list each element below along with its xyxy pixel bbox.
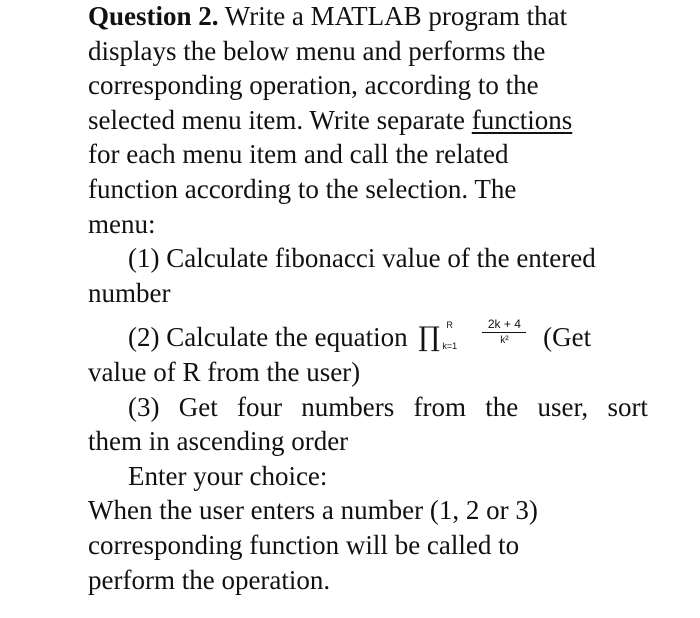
fraction-numerator: 2k + 4: [487, 317, 521, 332]
menu-item-1-continued: number: [88, 277, 171, 308]
functions-underlined-term: functions: [471, 104, 573, 135]
question-line-5: for each menu item and call the related: [88, 139, 509, 170]
menu-item-2-suffix: (Get: [536, 322, 592, 353]
menu-item-2: [88, 317, 648, 355]
question-line-4: [88, 103, 648, 138]
question-label: Question 2.: [88, 1, 219, 31]
item3-word: the: [485, 391, 519, 422]
menu-item-3: [88, 390, 648, 425]
product-equation: [414, 317, 536, 354]
question-line-4-text: selected menu item. Write separate: [88, 104, 472, 135]
item3-word: sort: [607, 391, 648, 422]
equation-fraction: [478, 318, 530, 347]
item3-word: Get: [178, 391, 218, 422]
choice-prompt: Enter your choice:: [128, 460, 328, 491]
question-line-2: displays the below menu and performs the: [88, 35, 546, 66]
question-document: [88, 0, 648, 597]
question-intro: Write a MATLAB program that: [218, 1, 568, 31]
product-lower-limit: k=1: [442, 341, 458, 352]
item3-word: (3): [128, 391, 160, 422]
menu-item-3-justified: [128, 390, 648, 425]
item3-word: four: [237, 391, 282, 422]
question-line-3: corresponding operation, according to the: [88, 70, 539, 101]
menu-item-3-continued: them in ascending order: [88, 426, 349, 457]
closing-line-1: When the user enters a number (1, 2 or 3): [88, 495, 538, 526]
menu-item-1: (1) Calculate fibonacci value of the entered: [128, 243, 596, 274]
question-line-7: menu:: [88, 208, 156, 239]
menu-item-2-text: (2) Calculate the equation: [128, 322, 415, 353]
item3-word: from: [413, 391, 466, 422]
closing-line-2: corresponding function will be called to: [88, 529, 520, 560]
question-line-1: [88, 0, 648, 34]
closing-line-3: perform the operation.: [88, 564, 331, 595]
menu-item-2-continued: value of R from the user): [88, 356, 361, 387]
product-operator: ∏: [418, 322, 440, 354]
fraction-bar: [482, 332, 526, 333]
fraction-denominator: k²: [500, 335, 509, 347]
question-line-6: function according to the selection. The: [88, 173, 517, 204]
product-upper-limit: R: [446, 320, 453, 331]
item3-word: numbers: [301, 391, 395, 422]
item3-word: user,: [537, 391, 589, 422]
